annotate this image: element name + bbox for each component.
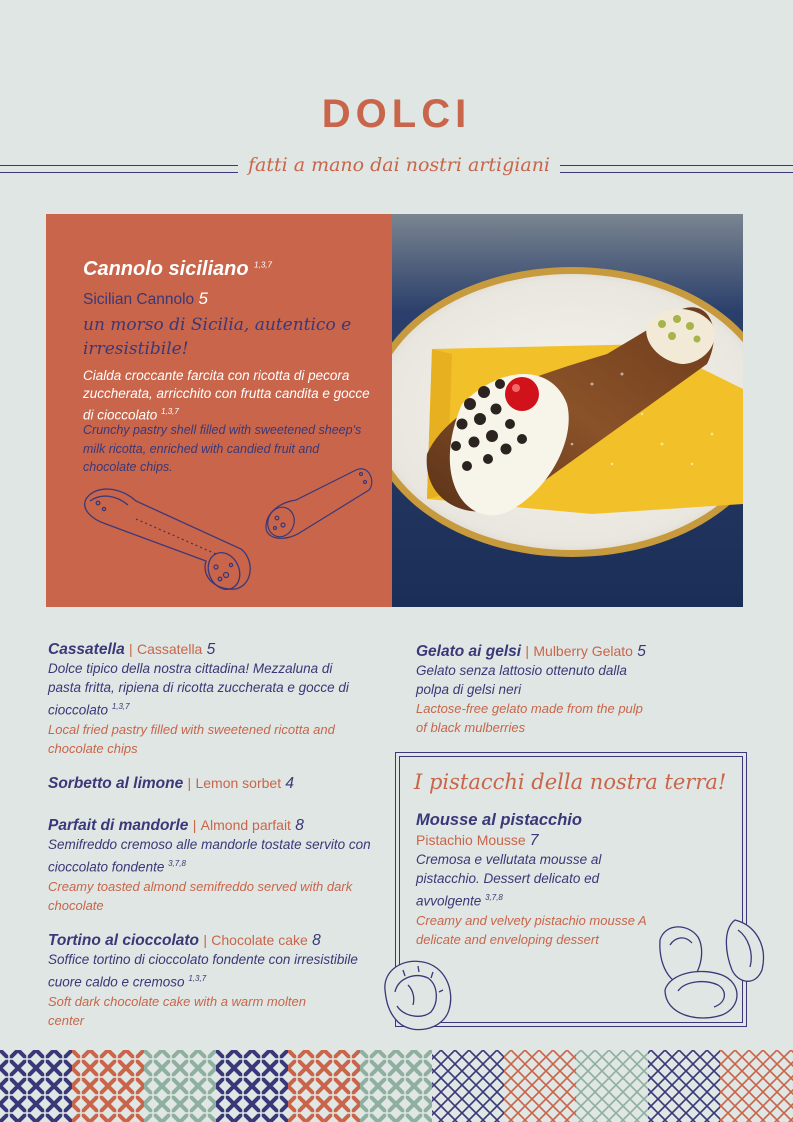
cannolo-sketch-large-icon bbox=[76, 479, 256, 594]
item-description-en: Lactose-free gelato made from the pulp of black mulberries bbox=[416, 701, 643, 735]
item-name: Sorbetto al limone bbox=[48, 775, 184, 792]
item-price: 7 bbox=[529, 832, 539, 849]
item-english: Lemon sorbet bbox=[195, 775, 282, 791]
item-description-en: Creamy and velvety pistachio mousse A delicate and enveloping dessert bbox=[416, 912, 647, 947]
item-description-it bbox=[48, 835, 378, 877]
item-name: Cassatella bbox=[48, 641, 125, 658]
item-description-it-sup: 3,7,8 bbox=[168, 859, 186, 868]
item-separator: | bbox=[525, 643, 530, 659]
item-name: Mousse al pistacchio bbox=[416, 811, 582, 829]
item-description-it: Gelato senza lattosio ottenuto dalla polpa di gelsi neri bbox=[416, 663, 627, 697]
item-name: Tortino al cioccolato bbox=[48, 932, 199, 949]
item-description-it-text: Cremosa e vellutata mousse al pistacchio. Dessert delicato ed avvolgente bbox=[416, 852, 602, 909]
item-description-it bbox=[416, 850, 651, 911]
item-name: Parfait di mandorle bbox=[48, 817, 189, 834]
cannolo-photo-image bbox=[392, 214, 743, 607]
item-english: Almond parfait bbox=[200, 817, 291, 833]
item-description-it-text: Dolce tipico della nostra cittadina! Mezzaluna di pasta fritta, ripiena di ricotta zuccherata e gocce di cioccolato bbox=[48, 661, 349, 718]
page-subtitle: fatti a mano dai nostri artigiani bbox=[247, 154, 551, 176]
featured-price: 5 bbox=[198, 289, 208, 308]
menu-item-tortino bbox=[48, 932, 388, 1030]
featured-name-line bbox=[83, 258, 383, 281]
item-separator: | bbox=[203, 932, 207, 948]
item-price: 5 bbox=[637, 643, 646, 660]
decorative-tile-border bbox=[0, 1050, 793, 1122]
item-name: Gelato ai gelsi bbox=[416, 643, 522, 660]
featured-panel bbox=[46, 214, 392, 607]
featured-description-it-sup: 1,3,7 bbox=[161, 407, 179, 416]
menu-item-cassatella bbox=[48, 641, 388, 758]
menu-item-sorbetto bbox=[48, 775, 388, 793]
featured-description-en: Crunchy pastry shell filled with sweetened sheep's milk ricotta, enriched with candied fruit and chocolate chips. bbox=[83, 423, 362, 474]
featured-description-it bbox=[83, 367, 373, 425]
item-separator: | bbox=[192, 817, 197, 833]
featured-name: Cannolo siciliano bbox=[83, 258, 249, 280]
item-description-it-sup: 3,7,8 bbox=[485, 893, 503, 902]
item-separator: | bbox=[187, 775, 192, 791]
pistachio-heading: I pistacchi della nostra terra! bbox=[414, 770, 727, 794]
item-english: Mulberry Gelato bbox=[533, 643, 633, 659]
item-description-en: Soft dark chocolate cake with a warm molten center bbox=[48, 993, 306, 1028]
item-description-it-text: Semifreddo cremoso alle mandorle tostate servito con cioccolato fondente bbox=[48, 837, 371, 875]
menu-item-gelato bbox=[416, 643, 746, 737]
page-title: DOLCI bbox=[321, 92, 472, 136]
item-description-en: Local fried pastry filled with sweetened ricotta and chocolate chips bbox=[48, 721, 335, 756]
divider-right bbox=[560, 165, 793, 173]
item-description-it-sup: 1,3,7 bbox=[111, 702, 130, 711]
featured-description-it-text: Cialda croccante farcita con ricotta di pecora zuccherata, arricchito con frutta candita e gocce di cioccolato bbox=[83, 368, 370, 423]
divider-left bbox=[0, 165, 238, 173]
item-price: 8 bbox=[295, 817, 304, 834]
item-english: Cassatella bbox=[136, 641, 203, 657]
item-price: 5 bbox=[206, 641, 216, 658]
item-description-it bbox=[48, 659, 368, 720]
featured-english: Sicilian Cannolo bbox=[83, 291, 195, 308]
item-description-it bbox=[48, 950, 358, 992]
item-description-it-sup: 1,3,7 bbox=[188, 974, 207, 983]
item-price: 8 bbox=[312, 932, 321, 949]
featured-tagline: un morso di Sicilia, autentico e irresistibile! bbox=[83, 315, 352, 359]
pistachio-sketch-right-icon bbox=[650, 915, 775, 1025]
featured-english-line bbox=[83, 289, 383, 309]
item-description-en: Creamy toasted almond semifreddo served with dark chocolate bbox=[48, 878, 353, 913]
menu-item-parfait bbox=[48, 817, 388, 915]
item-english: Pistachio Mousse bbox=[416, 832, 526, 848]
item-english: Chocolate cake bbox=[211, 932, 308, 948]
cannolo-photo bbox=[392, 214, 743, 607]
item-separator: | bbox=[129, 641, 133, 657]
cannolo-sketch-small-icon bbox=[261, 462, 376, 542]
featured-name-sup: 1,3,7 bbox=[254, 260, 272, 270]
pistachio-sketch-left-icon bbox=[373, 950, 463, 1040]
item-price: 4 bbox=[285, 775, 295, 792]
item-description-it-text: Soffice tortino di cioccolato fondente con irresistibile cuore caldo e cremoso bbox=[48, 952, 358, 990]
